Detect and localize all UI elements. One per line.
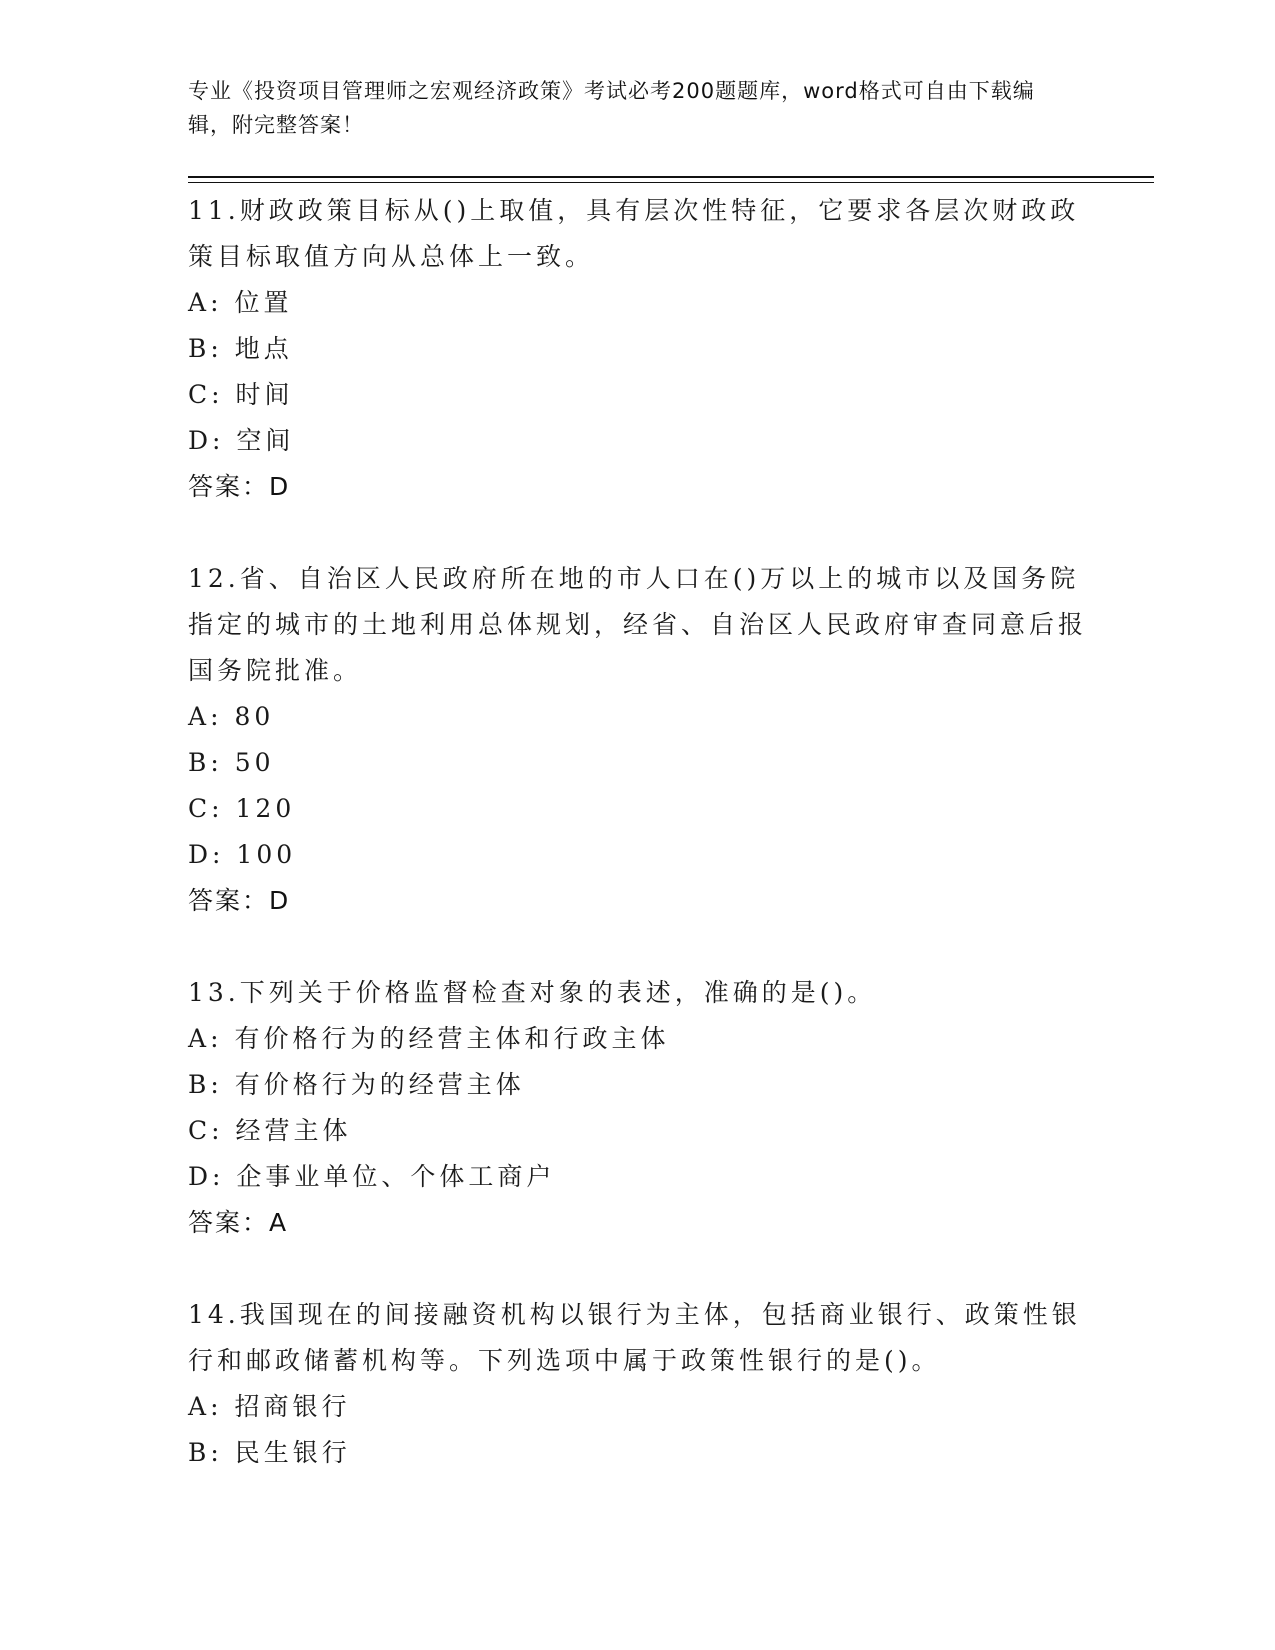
answer-option	[188, 1016, 1088, 1062]
option-letter: C	[188, 380, 212, 409]
option-separator: :	[210, 1392, 235, 1421]
answer-option	[188, 740, 1088, 786]
option-text: 100	[236, 840, 297, 869]
option-separator: :	[212, 426, 237, 455]
option-text: 时间	[235, 380, 294, 409]
option-separator: :	[211, 794, 236, 823]
option-separator: :	[210, 1024, 235, 1053]
option-letter: C	[188, 1116, 212, 1145]
option-text: 地点	[234, 334, 293, 363]
answer-option	[188, 786, 1088, 832]
option-text: 有价格行为的经营主体和行政主体	[234, 1024, 670, 1053]
question-text	[188, 1292, 1088, 1384]
option-letter: B	[188, 748, 211, 777]
answer-option	[188, 1062, 1088, 1108]
option-separator: :	[210, 288, 235, 317]
question-number: 11.	[188, 196, 240, 225]
option-text: 50	[234, 748, 275, 777]
question-block	[188, 1292, 1088, 1476]
answer-option	[188, 372, 1088, 418]
option-letter: A	[188, 1024, 211, 1053]
answer-option	[188, 326, 1088, 372]
option-text: 空间	[236, 426, 295, 455]
question-block	[188, 970, 1088, 1246]
question-text	[188, 188, 1088, 280]
answer-option	[188, 832, 1088, 878]
question-text	[188, 556, 1088, 694]
option-text: 经营主体	[235, 1116, 352, 1145]
option-separator: :	[210, 1438, 235, 1467]
option-separator: :	[210, 1070, 235, 1099]
option-letter: D	[188, 426, 213, 455]
answer-key: 答案：D	[188, 886, 291, 915]
answer-option	[188, 1154, 1088, 1200]
option-separator: :	[210, 702, 235, 731]
option-letter: D	[188, 1162, 213, 1191]
option-letter: C	[188, 794, 212, 823]
option-text: 企事业单位、个体工商户	[236, 1162, 556, 1191]
option-text: 招商银行	[234, 1392, 351, 1421]
header-divider-thick	[188, 176, 1154, 178]
question-stem: 财政政策目标从()上取值，具有层次性特征，它要求各层次财政政策目标取值方向从总体上一致。	[188, 196, 1080, 271]
answer-option	[188, 1430, 1088, 1476]
option-text: 位置	[234, 288, 293, 317]
option-letter: A	[188, 288, 211, 317]
question-number: 13.	[188, 978, 240, 1007]
answer-option	[188, 1108, 1088, 1154]
question-number: 12.	[188, 564, 240, 593]
option-letter: B	[188, 334, 211, 363]
question-number: 14.	[188, 1300, 240, 1329]
question-stem: 省、自治区人民政府所在地的市人口在()万以上的城市以及国务院指定的城市的土地利用总体规划，经省、自治区人民政府审查同意后报国务院批准。	[188, 564, 1088, 685]
header-divider-thin	[188, 182, 1154, 183]
option-letter: D	[188, 840, 213, 869]
option-separator: :	[211, 380, 236, 409]
option-text: 80	[234, 702, 275, 731]
option-separator: :	[211, 1116, 236, 1145]
answer-option	[188, 1384, 1088, 1430]
option-letter: B	[188, 1070, 211, 1099]
option-separator: :	[212, 840, 237, 869]
option-text: 民生银行	[234, 1438, 351, 1467]
answer-option	[188, 694, 1088, 740]
question-text	[188, 970, 1088, 1016]
option-separator: :	[212, 1162, 237, 1191]
question-stem: 我国现在的间接融资机构以银行为主体，包括商业银行、政策性银行和邮政储蓄机构等。下列选项中属于政策性银行的是()。	[188, 1300, 1081, 1375]
option-letter: A	[188, 1392, 211, 1421]
question-list	[188, 188, 1088, 1522]
option-letter: B	[188, 1438, 211, 1467]
answer-key: 答案：D	[188, 472, 291, 501]
option-separator: :	[210, 334, 235, 363]
answer-key: 答案：A	[188, 1208, 289, 1237]
document-header: 专业《投资项目管理师之宏观经济政策》考试必考200题题库，word格式可自由下载编辑，附完整答案！	[188, 79, 1035, 137]
option-text: 120	[235, 794, 296, 823]
option-separator: :	[210, 748, 235, 777]
option-letter: A	[188, 702, 211, 731]
question-block	[188, 556, 1088, 924]
option-text: 有价格行为的经营主体	[234, 1070, 525, 1099]
answer-option	[188, 418, 1088, 464]
question-stem: 下列关于价格监督检查对象的表述，准确的是()。	[239, 978, 877, 1007]
question-block	[188, 188, 1088, 510]
answer-option	[188, 280, 1088, 326]
